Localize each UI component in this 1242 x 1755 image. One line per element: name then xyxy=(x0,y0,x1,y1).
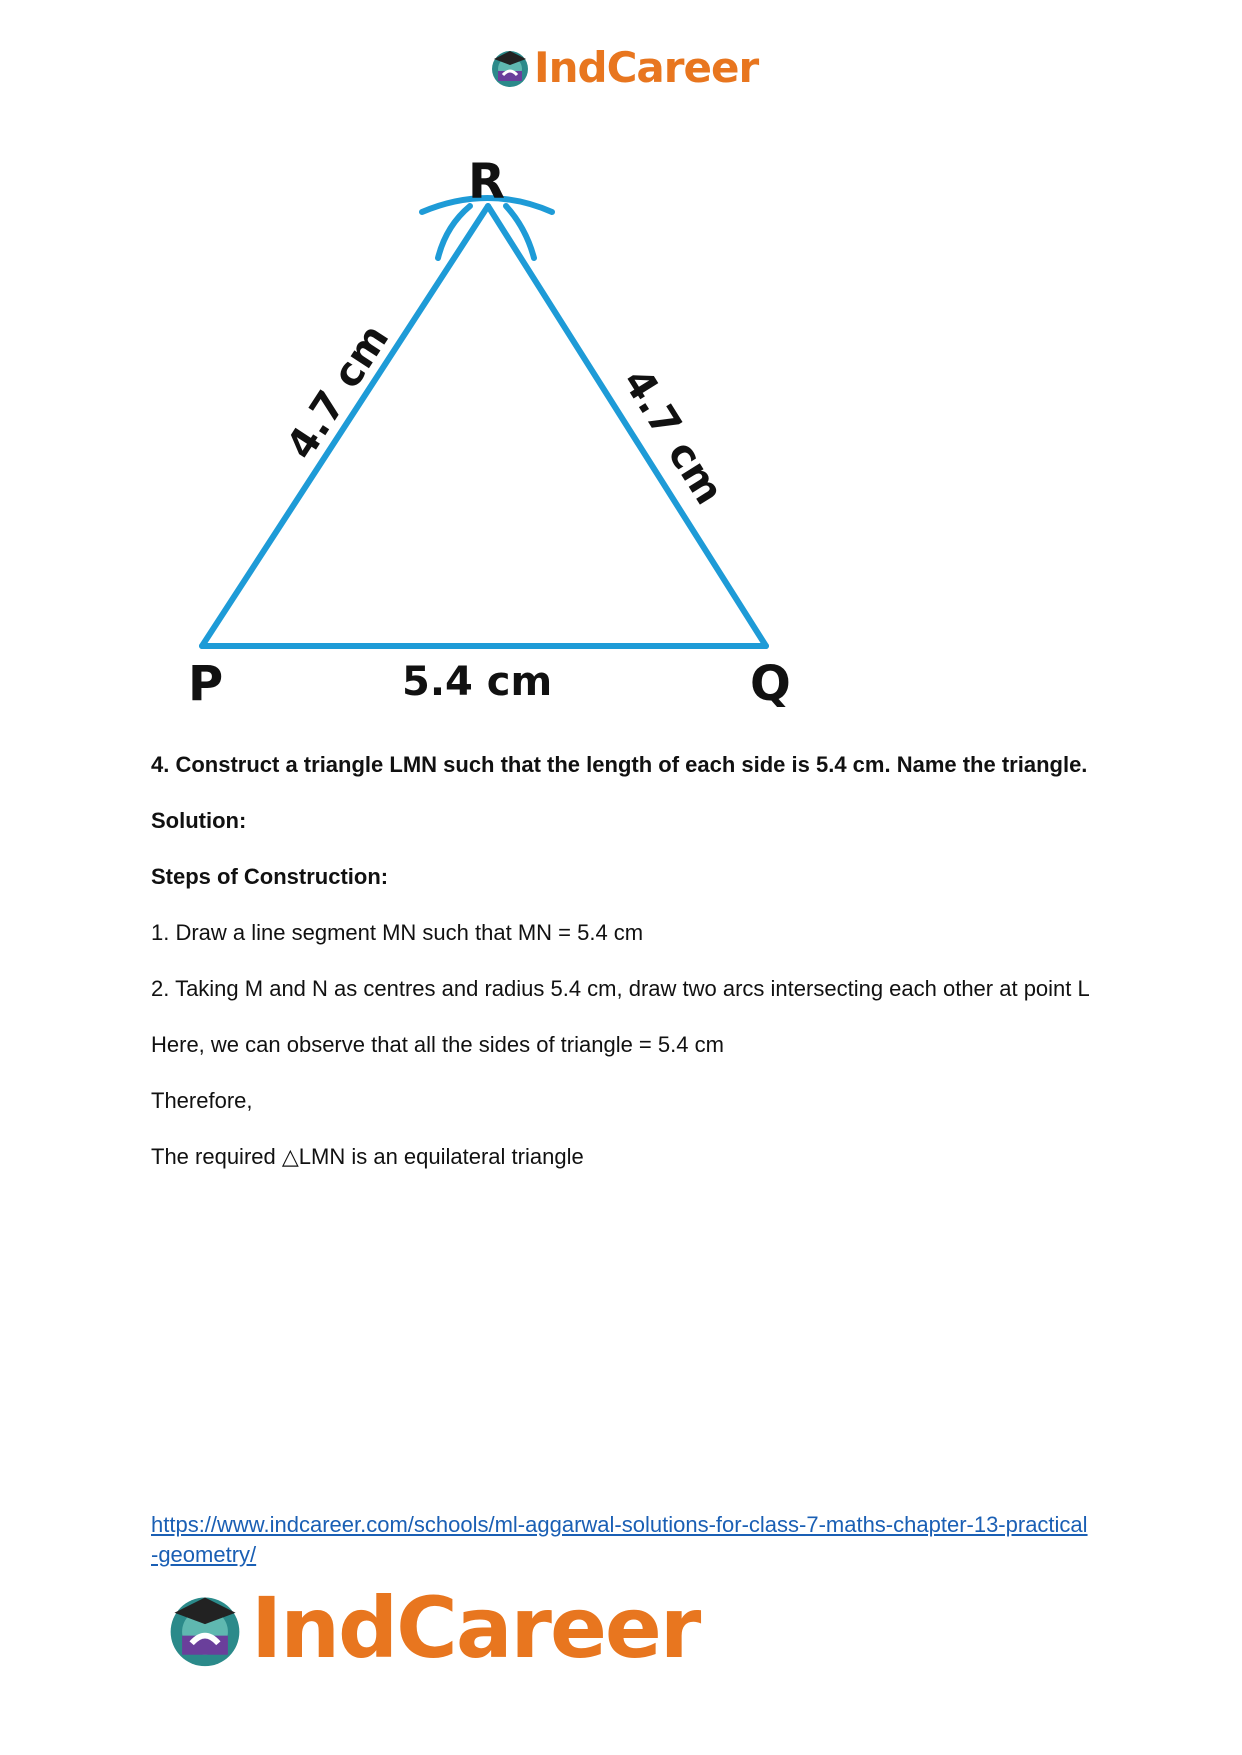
vertex-label-q: Q xyxy=(750,656,791,712)
logo-text: IndCareer xyxy=(534,42,759,92)
therefore-text: Therefore, xyxy=(151,1088,253,1113)
footer-logo xyxy=(163,1579,700,1677)
header-logo xyxy=(488,42,758,92)
observation-text: Here, we can observe that all the sides of triangle = 5.4 cm xyxy=(151,1032,724,1057)
logo-text: IndCareer xyxy=(251,1579,700,1677)
question-text: 4. Construct a triangle LMN such that the length of each side is 5.4 cm. Name the triangle. xyxy=(151,752,1088,777)
side-qr xyxy=(488,206,766,646)
triangle-figure xyxy=(170,140,830,720)
side-label-pq: 5.4 cm xyxy=(402,659,553,705)
source-link[interactable]: https://www.indcareer.com/schools/ml-aggarwal-solutions-for-class-7-maths-chapter-13-practical-geometry/ xyxy=(151,1512,1088,1567)
conclusion-text: The required △LMN is an equilateral triangle xyxy=(151,1144,584,1169)
logo-globe-icon xyxy=(488,45,532,89)
step-2: 2. Taking M and N as centres and radius 5.4 cm, draw two arcs intersecting each other at point L xyxy=(151,976,1090,1001)
vertex-label-p: P xyxy=(188,656,224,712)
arc-left xyxy=(438,206,470,258)
arc-right xyxy=(506,206,534,258)
solution-content xyxy=(151,750,1091,1198)
vertex-label-r: R xyxy=(468,154,505,210)
step-1: 1. Draw a line segment MN such that MN = 5.4 cm xyxy=(151,920,644,945)
steps-heading: Steps of Construction: xyxy=(151,864,389,889)
side-pr xyxy=(202,206,488,646)
logo-globe-icon xyxy=(163,1586,247,1670)
solution-label: Solution: xyxy=(151,808,247,833)
side-label-pr: 4.7 cm xyxy=(277,316,399,468)
side-label-qr: 4.7 cm xyxy=(613,360,733,513)
